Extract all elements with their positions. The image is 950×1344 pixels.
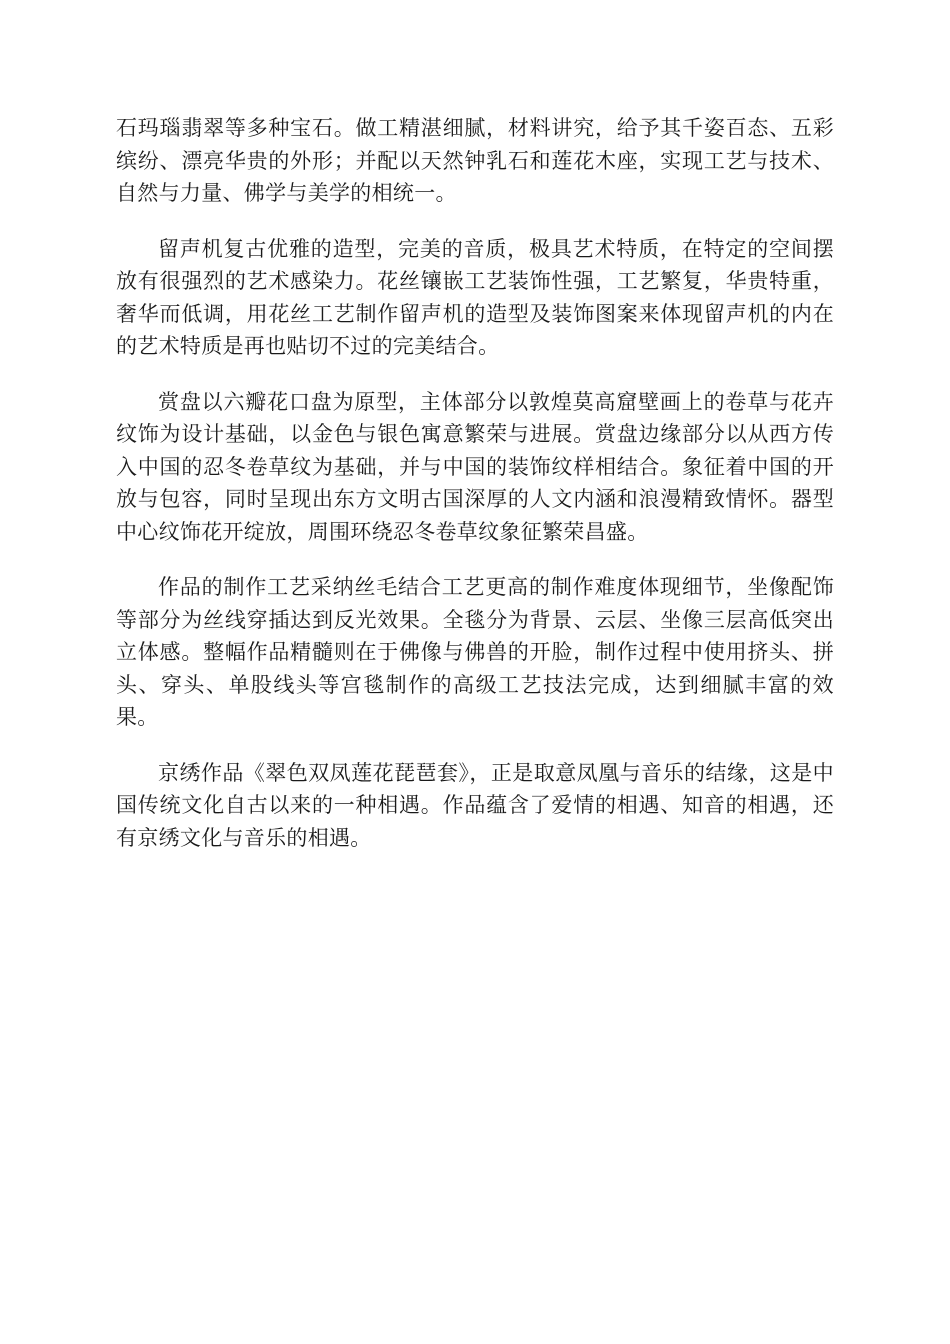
paragraph-ornamental-plate: 赏盘以六瓣花口盘为原型，主体部分以敦煌莫高窟壁画上的卷草与花卉纹饰为设计基础，以金色与银色寓意繁荣与进展。赏盘边缘部分以从西方传入中国的忍冬卷草纹为基础，并与中国的装饰纹样相结合。象征着中国的开放与包容，同时呈现出东方文明古国深厚的人文内涵和浪漫精致情怀。器型中心纹饰花开绽放，周围环绕忍冬卷草纹象征繁荣昌盛。: [116, 389, 834, 544]
paragraph-gramophone: 留声机复古优雅的造型，完美的音质，极具艺术特质，在特定的空间摆放有很强烈的艺术感染力。花丝镶嵌工艺装饰性强，工艺繁复，华贵特重，奢华而低调，用花丝工艺制作留声机的造型及装饰图案来体现留声机的内在的艺术特质是再也贴切不过的完美结合。: [116, 236, 834, 358]
paragraph-gemstone-craft: 石玛瑙翡翠等多种宝石。做工精湛细腻，材料讲究，给予其千姿百态、五彩缤纷、漂亮华贵的外形；并配以天然钟乳石和莲花木座，实现工艺与技术、自然与力量、佛学与美学的相统一。: [116, 116, 834, 205]
paragraph-embroidery: 京绣作品《翠色双凤莲花琵琶套》，正是取意凤凰与音乐的结缘，这是中国传统文化自古以来的一种相遇。作品蕴含了爱情的相遇、知音的相遇，还有京绣文化与音乐的相遇。: [116, 760, 834, 850]
paragraph-carpet-craft: 作品的制作工艺采纳丝毛结合工艺更高的制作难度体现细节，坐像配饰等部分为丝线穿插达到反光效果。全毯分为背景、云层、坐像三层高低突出立体感。整幅作品精髓则在于佛像与佛兽的开脸，制作过程中使用挤头、拼头、穿头、单股线头等宫毯制作的高级工艺技法完成，达到细腻丰富的效果。: [116, 575, 834, 729]
document-body: [116, 112, 834, 877]
